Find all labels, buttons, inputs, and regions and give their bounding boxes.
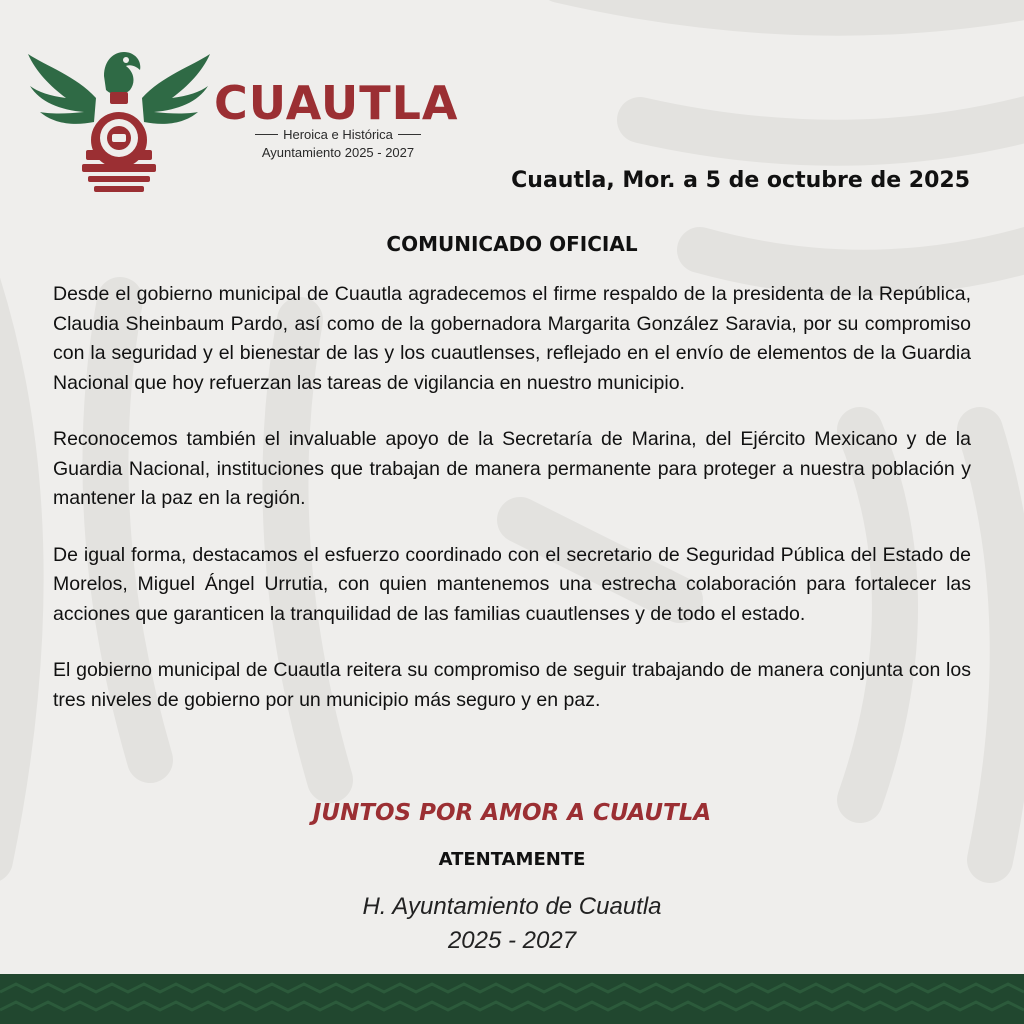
subtitle-rule-left [255,134,278,135]
logo-term: Ayuntamiento 2025 - 2027 [261,145,415,160]
paragraph: De igual forma, destacamos el esfuerzo coordinado con el secretario de Seguridad Pública del Estado de Morelos, Miguel Ángel Urrutia, con quien mantenemos una estrecha colaboración para fortalecer las acciones que garanticen la tranquilidad de las familias cuautlenses y de todo el estado. [53,543,971,625]
date-line: Cuautla, Mor. a 5 de octubre de 2025 [511,168,970,193]
slogan: JUNTOS POR AMOR A CUAUTLA [312,800,712,826]
closing-salutation: ATENTAMENTE [438,849,586,870]
subtitle-rule-right [398,134,421,135]
logo-subtitle [250,127,426,142]
cuautla-eagle-emblem-icon [26,46,212,198]
document-body [53,280,971,742]
footer-band [0,974,1024,1024]
paragraph: Reconocemos también el invaluable apoyo de la Secretaría de Marina, del Ejército Mexicano y de la Guardia Nacional, instituciones que trabajan de manera permanente para proteger a nuestra población y mantener la paz en la región. [53,428,971,509]
paragraph: Desde el gobierno municipal de Cuautla agradecemos el firme respaldo de la presidenta de la República, Claudia Sheinbaum Pardo, así como de la gobernadora Margarita González Saravia, por su compromiso con la seguridad y el bienestar de las y los cuautlenses, reflejado en el envío de elementos de la Guardia Nacional que hoy refuerzan las tareas de vigilancia en nuestro municipio. [53,283,971,394]
footer-zigzag-pattern [0,974,1024,1024]
document-title: COMUNICADO OFICIAL [386,232,638,256]
logo-wordmark: CUAUTLA [214,76,459,130]
logo-subtitle-text: Heroica e Histórica [283,127,393,142]
signer-period: 2025 - 2027 [447,927,577,954]
signature-block [0,890,1024,958]
paragraph: El gobierno municipal de Cuautla reitera su compromiso de seguir trabajando de manera conjunta con los tres niveles de gobierno por un municipio más seguro y en paz. [53,659,971,711]
signer-name: H. Ayuntamiento de Cuautla [362,893,662,920]
